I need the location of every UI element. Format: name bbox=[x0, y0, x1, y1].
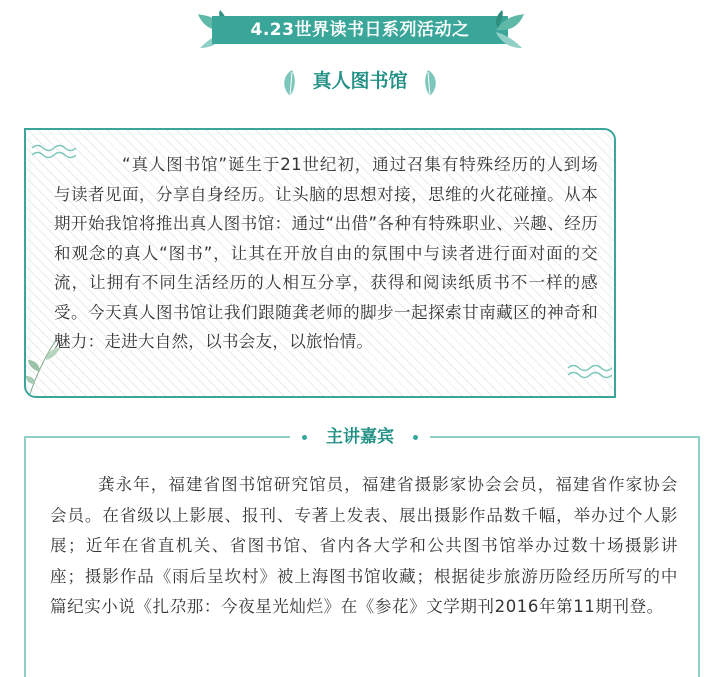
guest-paragraph: 龚永年，福建省图书馆研究馆员，福建省摄影家协会会员，福建省作家协会会员。在省级以上影展、报刊、专著上发表、展出摄影作品数千幅，举办过个人影展；近年在省直机关、省图书馆、省内各大学和公共图书馆举办过数十场摄影讲座；摄影作品《雨后呈坎村》被上海图书馆收藏；根据徒步旅游历险经历所写的中篇纪实小说《扎尕那：今夜星光灿烂》在《参花》文学期刊2016年第11期刊登。 bbox=[50, 475, 678, 616]
wave-decoration-bottom-icon bbox=[566, 362, 612, 382]
event-banner bbox=[196, 10, 526, 50]
leaf-ornament-right-icon bbox=[420, 68, 440, 98]
subtitle-block bbox=[270, 62, 450, 100]
subtitle-text: 真人图书馆 bbox=[312, 70, 408, 92]
leaf-cluster-right-icon bbox=[490, 10, 526, 50]
guest-heading bbox=[290, 424, 430, 450]
guest-box bbox=[24, 436, 700, 677]
intro-box bbox=[24, 128, 616, 398]
dot-left-icon bbox=[302, 435, 307, 440]
dot-right-icon bbox=[413, 435, 418, 440]
intro-paragraph: “真人图书馆”诞生于21世纪初，通过召集有特殊经历的人到场与读者见面，分享自身经历。让头脑的思想对接，思维的火花碰撞。从本期开始我馆将推出真人图书馆：通过“出借”各种有特殊职业、兴趣、经历和观念的真人“图书”，让其在开放自由的氛围中与读者进行面对面的交流，让拥有不同生活经历的人相互分享，获得和阅读纸质书不一样的感受。今天真人图书馆让我们跟随龚老师的脚步一起探索甘南藏区的神奇和魅力：走进大自然，以书会友，以旅怡情。 bbox=[54, 155, 598, 351]
guest-title: 主讲嘉宾 bbox=[326, 427, 394, 447]
banner-title: 4.23世界读书日系列活动之 bbox=[212, 16, 508, 44]
